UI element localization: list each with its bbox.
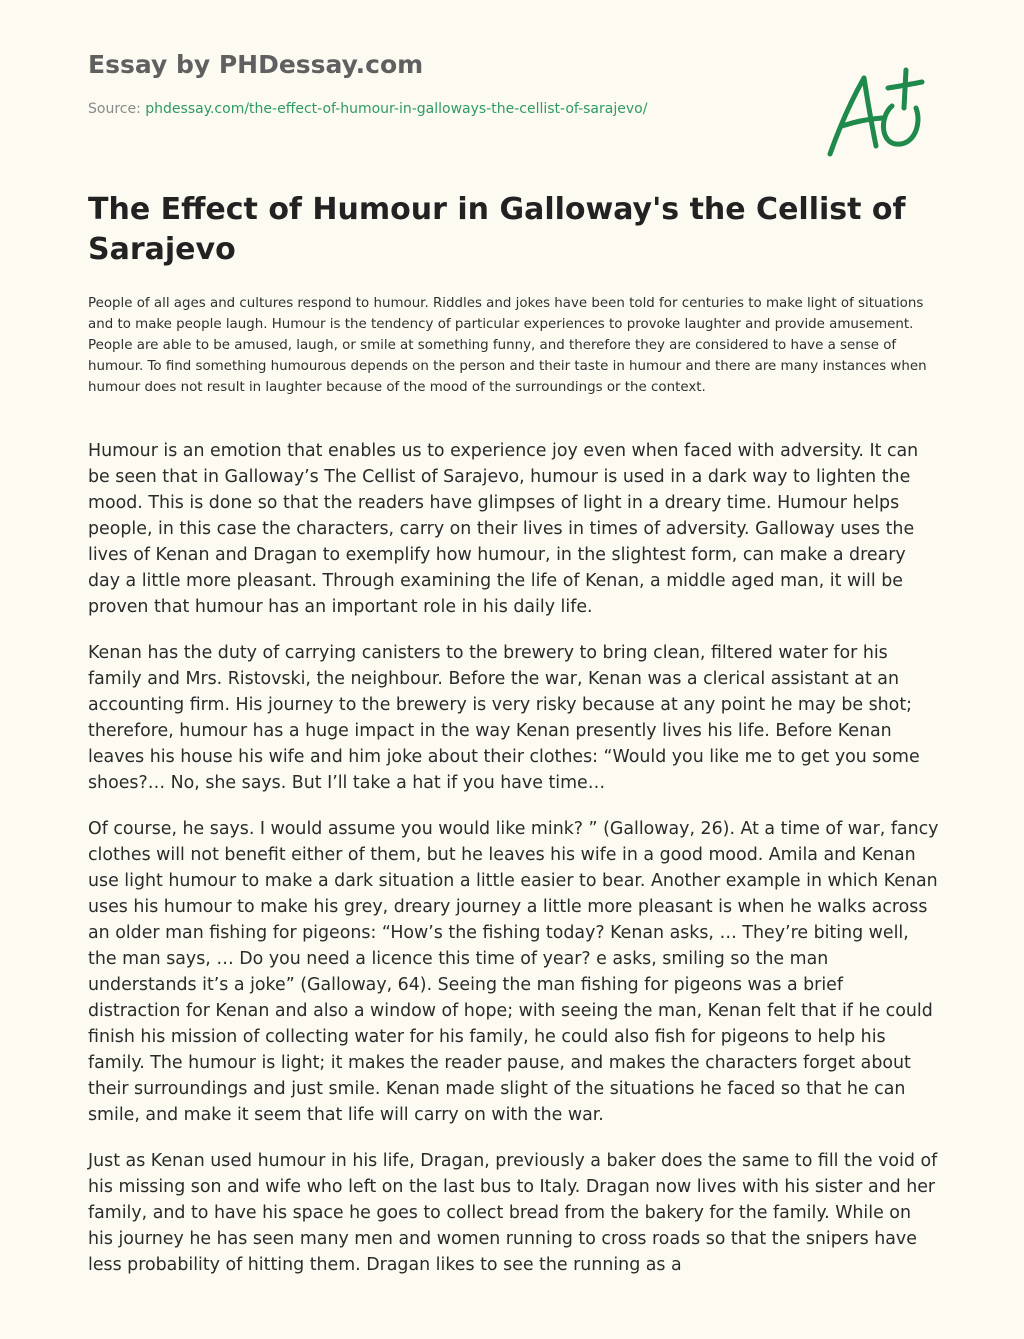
source-line: [88, 101, 647, 117]
source-link[interactable]: phdessay.com/the-effect-of-humour-in-galloways-the-cellist-of-sarajevo/: [145, 101, 648, 117]
document-title: The Effect of Humour in Galloway's the Cellist of Sarajevo: [88, 192, 906, 267]
body-paragraph: Just as Kenan used humour in his life, Dragan, previously a baker does the same to fill the void of his missing son and wife who left on the last bus to Italy. Dragan now lives with his sister and her family, and to have his space he goes to collect bread from the bakery for the family. While on his journey he has seen many men and women running to cross roads so that the snipers have less probability of hitting them. Dragan likes to see the running as a: [88, 1151, 938, 1275]
a-plus-logo-icon: [822, 64, 932, 164]
document-body: [88, 438, 940, 1298]
site-brand: Essay by PHDessay.com: [88, 50, 424, 79]
body-paragraph: Kenan has the duty of carrying canisters to the brewery to bring clean, filtered water for his family and Mrs. Ristovski, the neighbour. Before the war, Kenan was a clerical assistant at an accounting firm. His journey to the brewery is very risky because at any point he may be shot; therefore, humour has a huge impact in the way Kenan presently lives his life. Before Kenan leaves his house his wife and him joke about their clothes: “Would you like me to get you some shoes?… No, she says. But I’ll take a hat if you have time…: [88, 643, 920, 793]
body-paragraph: Humour is an emotion that enables us to experience joy even when faced with adversity. It can be seen that in Galloway’s The Cellist of Sarajevo, humour is used in a dark way to lighten the mood. This is done so that the readers have glimpses of light in a dreary time. Humour helps people, in this case the characters, carry on their lives in times of adversity. Galloway uses the lives of Kenan and Dragan to exemplify how humour, in the slightest form, can make a dreary day a little more pleasant. Through examining the life of Kenan, a middle aged man, it will be proven that humour has an important role in his daily life.: [88, 441, 919, 617]
intro-paragraph: People of all ages and cultures respond to humour. Riddles and jokes have been told for centuries to make light of situations and to make people laugh. Humour is the tendency of particular experiences to provoke laughter and provide amusement. People are able to be amused, laugh, or smile at something funny, and therefore they are considered to have a sense of humour. To find something humourous depends on the person and their taste in humour and there are many instances when humour does not result in laughter because of the mood of the surroundings or the context.: [88, 296, 927, 395]
source-label: Source:: [88, 101, 146, 117]
body-paragraph: Of course, he says. I would assume you would like mink? ” (Galloway, 26). At a time of war, fancy clothes will not benefit either of them, but he leaves his wife in a good mood. Amila and Kenan use light humour to make a dark situation a little easier to bear. Another example in which Kenan uses his humour to make his grey, dreary journey a little more pleasant is when he walks across an older man fishing for pigeons: “How’s the fishing today? Kenan asks, … They’re biting well, the man says, … Do you need a licence this time of year? e asks, smiling so the man understands it’s a joke” (Galloway, 64). Seeing the man fishing for pigeons was a brief distraction for Kenan and also a window of hope; with seeing the man, Kenan felt that if he could finish his mission of collecting water for his family, he could also fish for pigeons to help his family. The humour is light; it makes the reader pause, and makes the characters forget about their surroundings and just smile. Kenan made slight of the situations he faced so that he can smile, and make it seem that life will carry on with the war.: [88, 819, 939, 1125]
